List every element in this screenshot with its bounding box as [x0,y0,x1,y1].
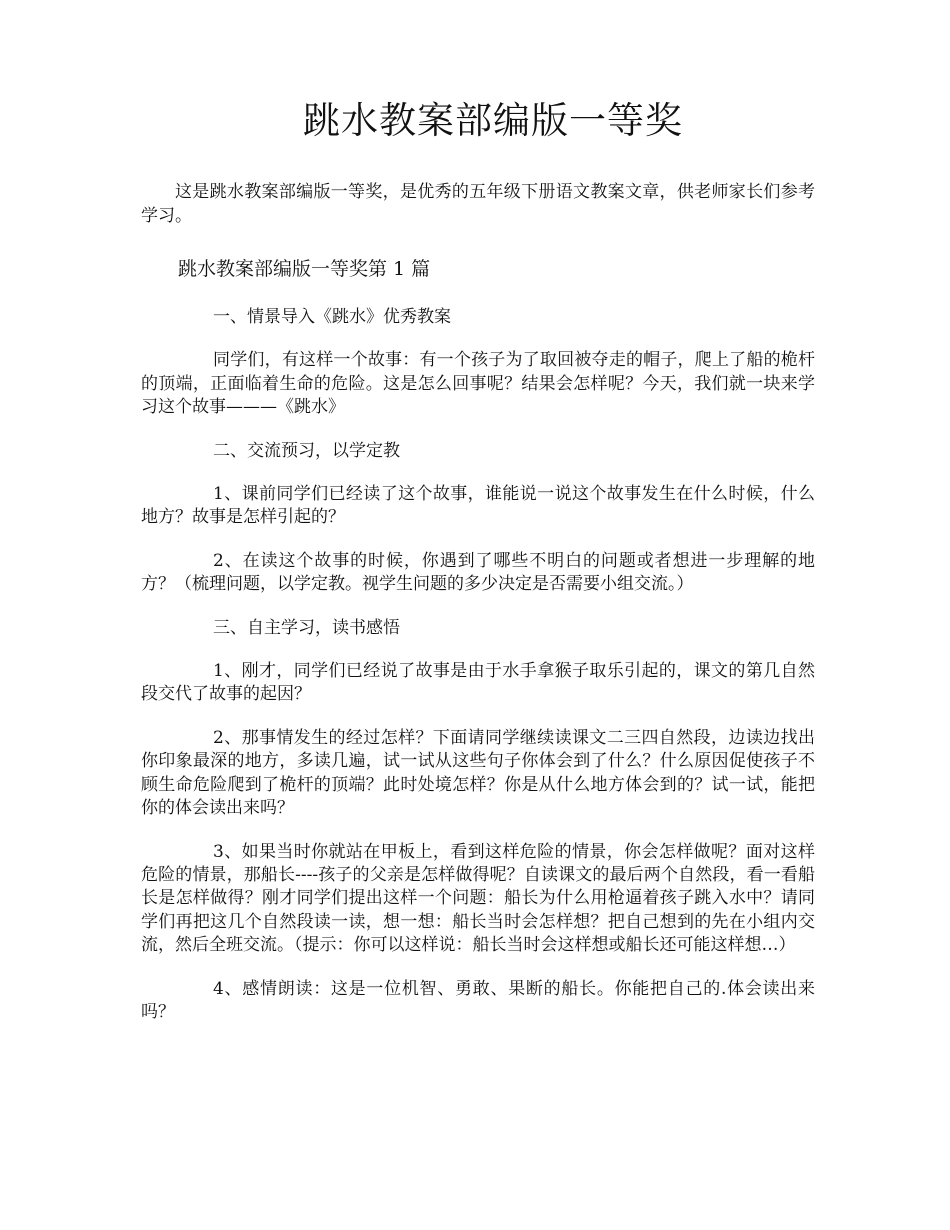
body-paragraph: 同学们，有这样一个故事：有一个孩子为了取回被夺走的帽子，爬上了船的桅杆的顶端，正面临着生命的危险。这是怎么回事呢？结果会怎样呢？今天，我们就一块来学习这个故事———《跳水》 [141,350,815,418]
heading-paragraph: 三、自主学习，读书感悟 [213,617,400,638]
heading-paragraph: 一、情景导入《跳水》优秀教案 [213,307,451,327]
heading-paragraph: 二、交流预习，以学定教 [213,440,400,461]
body-paragraph: 4、感情朗读：这是一位机智、勇敢、果断的船长。你能把自己的.体会读出来吗？ [141,978,815,1022]
document-body [141,306,815,1044]
intro-paragraph: 这是跳水教案部编版一等奖，是优秀的五年级下册语文教案文章，供老师家长们参考学习。 [141,182,815,226]
body-paragraph: 2、在读这个故事的时候，你遇到了哪些不明白的问题或者想进一步理解的地方？（梳理问题，以学定教。视学生问题的多少决定是否需要小组交流。） [141,550,815,595]
document-title: 跳水教案部编版一等奖 [303,99,683,142]
section-title: 跳水教案部编版一等奖第 1 篇 [178,258,431,280]
body-paragraph: 2、那事情发生的经过怎样？下面请同学继续读课文二三四自然段，边读边找出你印象最深的地方，多读几遍，试一试从这些句子你体会到了什么？什么原因促使孩子不顾生命危险爬到了桅杆的顶端？此时处境怎样？你是从什么地方体会到的？试一试，能把你的体会读出来吗？ [141,727,815,819]
intro-block [141,180,815,228]
body-paragraph: 1、课前同学们已经读了这个故事，谁能说一说这个故事发生在什么时候，什么地方？故事是怎样引起的？ [141,484,815,528]
body-paragraph: 3、如果当时你就站在甲板上，看到这样危险的情景，你会怎样做呢？面对这样危险的情景，那船长----孩子的父亲是怎样做得呢？自读课文的最后两个自然段，看一看船长是怎样做得？刚才同学们提出这样一个问题：船长为什么用枪逼着孩子跳入水中？请同学们再把这几个自然段读一读，想一想：船长当时会怎样想？把自己想到的先在小组内交流，然后全班交流。（提示：你可以这样说：船长当时会这样想或船长还可能这样想…） [141,841,815,956]
body-paragraph: 1、刚才，同学们已经说了故事是由于水手拿猴子取乐引起的，课文的第几自然段交代了故事的起因？ [141,661,815,705]
